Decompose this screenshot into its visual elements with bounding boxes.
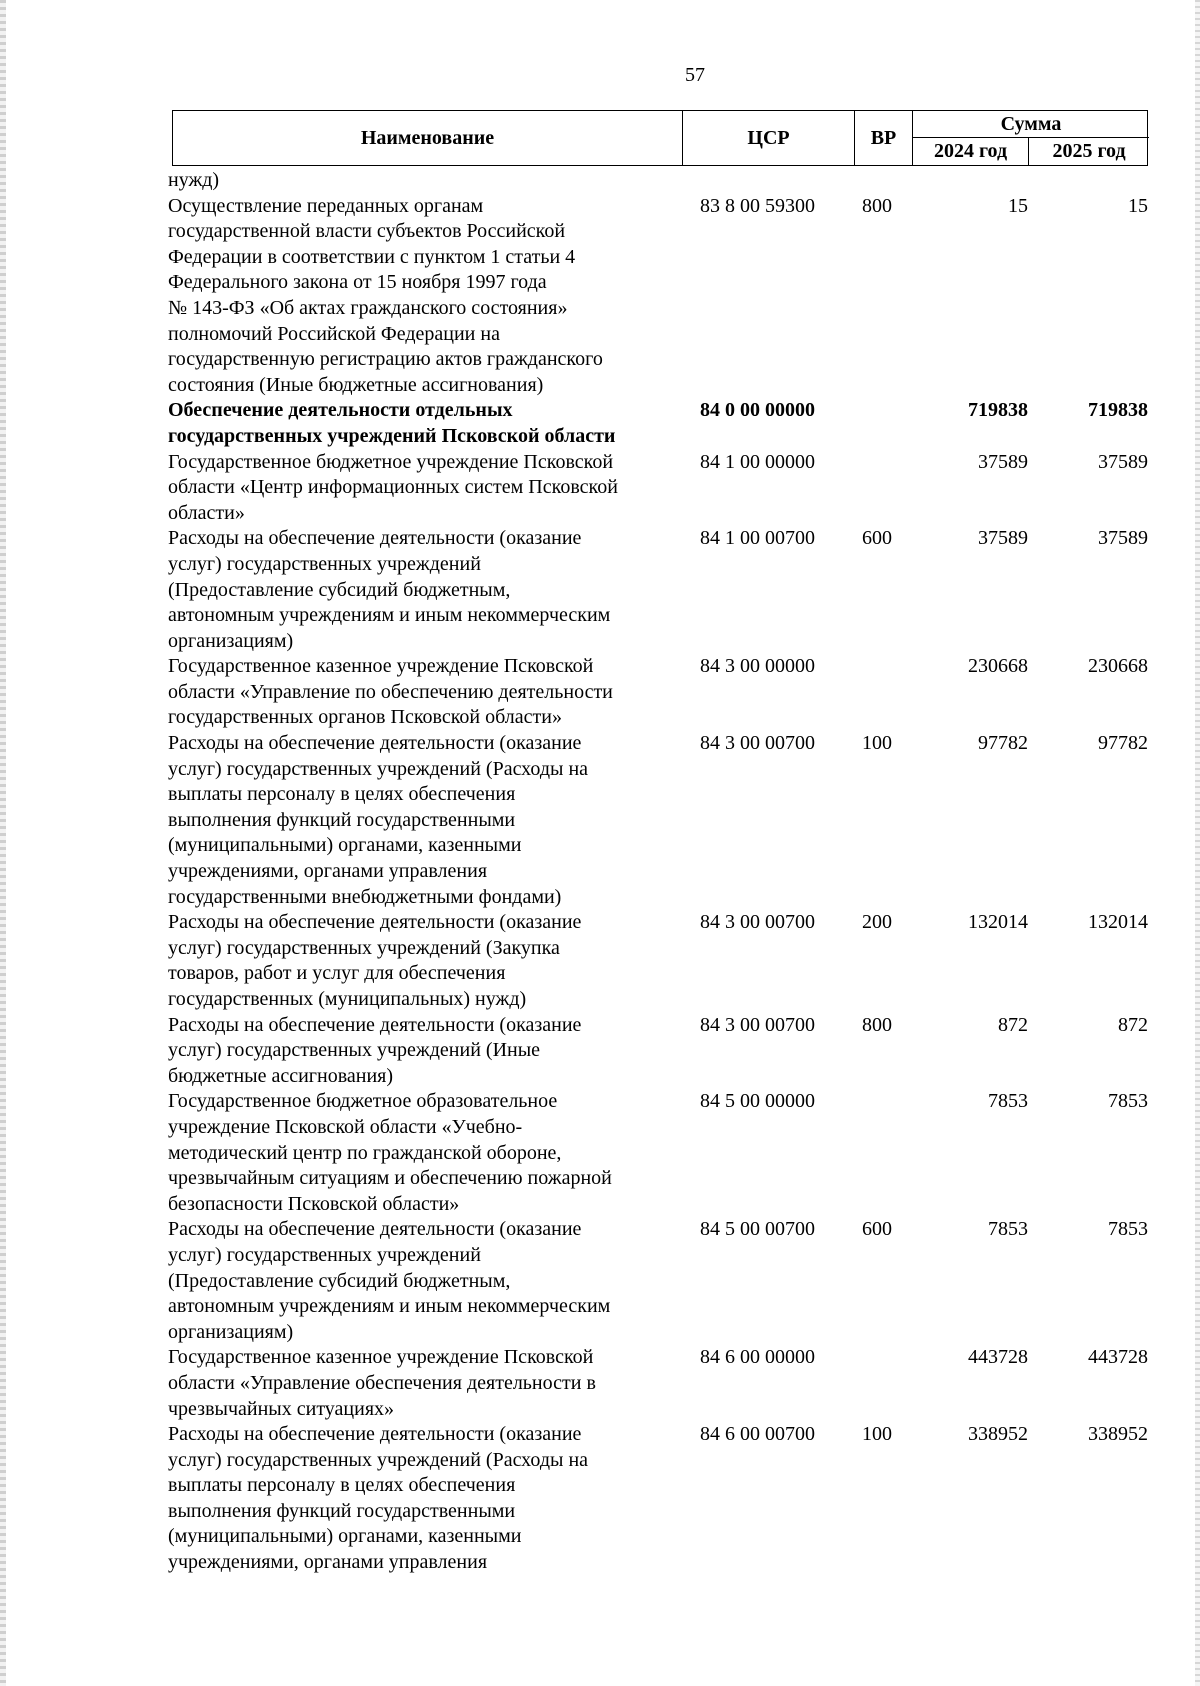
row-sum-2025: 37589 xyxy=(1098,527,1148,550)
row-csr: 84 1 00 00700 xyxy=(700,527,815,550)
row-name-line: Осуществление переданных органам xyxy=(168,194,484,217)
row-sum-2025: 37589 xyxy=(1098,450,1148,473)
table-body xyxy=(168,168,1152,1576)
row-sum-2025: 872 xyxy=(1118,1013,1148,1036)
row-name-line: организациям) xyxy=(168,629,294,652)
row-name-line: выполнения функций государственными xyxy=(168,1499,516,1522)
row-csr: 84 3 00 00700 xyxy=(700,732,815,755)
row-name xyxy=(168,526,678,654)
row-name-line: Расходы на обеспечение деятельности (оказание xyxy=(168,1218,582,1241)
row-name-line: государственных органов Псковской области» xyxy=(168,706,562,729)
row-name-line: услуг) государственных учреждений xyxy=(168,1243,481,1266)
row-vr: 600 xyxy=(862,527,892,550)
table-row xyxy=(168,450,1152,527)
row-sum-2024: 872 xyxy=(998,1013,1028,1036)
row-name-line: чрезвычайным ситуациям и обеспечению пожарной xyxy=(168,1167,612,1190)
row-name-line: № 143-ФЗ «Об актах гражданского состояния» xyxy=(168,296,568,319)
row-name-line: товаров, работ и услуг для обеспечения xyxy=(168,962,506,985)
row-name-line: услуг) государственных учреждений (Расходы на xyxy=(168,757,589,780)
row-name-line: Государственное бюджетное учреждение Псковской xyxy=(168,450,614,473)
row-name-line: полномочий Российской Федерации на xyxy=(168,322,500,345)
row-sum-2024: 37589 xyxy=(978,450,1028,473)
row-name-line: нужд) xyxy=(168,169,220,191)
table-row xyxy=(168,1422,1152,1576)
table-row xyxy=(168,526,1152,654)
row-name-line: государственных (муниципальных) нужд) xyxy=(168,988,527,1010)
table-row xyxy=(168,731,1152,910)
table-row xyxy=(168,1089,1152,1217)
header-year-2025: 2025 год xyxy=(1052,140,1126,162)
row-name xyxy=(168,1089,678,1217)
row-sum-2024: 97782 xyxy=(978,732,1028,755)
row-name-line: Расходы на обеспечение деятельности (оказание xyxy=(168,1013,582,1036)
row-vr: 600 xyxy=(862,1218,892,1241)
row-csr: 84 5 00 00700 xyxy=(700,1218,815,1241)
row-sum-2024: 15 xyxy=(1008,194,1028,217)
row-sum-2024: 443728 xyxy=(968,1346,1028,1369)
row-name-line: выплаты персоналу в целях обеспечения xyxy=(168,783,516,806)
row-name-line: чрезвычайных ситуациях» xyxy=(168,1397,395,1420)
row-name xyxy=(168,1345,678,1422)
row-name xyxy=(168,1217,678,1345)
row-name xyxy=(168,168,678,194)
row-csr: 84 3 00 00700 xyxy=(700,911,815,934)
row-csr: 84 0 00 00000 xyxy=(700,399,815,422)
row-name-line: Расходы на обеспечение деятельности (оказание xyxy=(168,1423,582,1446)
row-name xyxy=(168,654,678,731)
table-row xyxy=(168,194,1152,399)
header-vr: ВР xyxy=(855,111,913,165)
row-name-line: (муниципальными) органами, казенными xyxy=(168,1525,522,1548)
row-name-line: Государственное казенное учреждение Псковской xyxy=(168,1346,594,1369)
row-name xyxy=(168,194,678,399)
row-name-line: Расходы на обеспечение деятельности (оказание xyxy=(168,527,582,550)
row-sum-2025: 7853 xyxy=(1108,1218,1148,1241)
row-vr: 200 xyxy=(862,911,892,934)
row-sum-2024: 37589 xyxy=(978,527,1028,550)
row-name-line: государственной власти субъектов Российской xyxy=(168,220,566,243)
table-row xyxy=(168,654,1152,731)
row-vr: 800 xyxy=(862,194,892,217)
header-name: Наименование xyxy=(173,111,683,165)
table-row xyxy=(168,168,1152,194)
row-name xyxy=(168,398,678,449)
row-name xyxy=(168,1422,678,1576)
row-csr: 84 5 00 00000 xyxy=(700,1090,815,1113)
row-name-line: бюджетные ассигнования) xyxy=(168,1064,394,1087)
row-name-line: Федерации в соответствии с пунктом 1 статьи 4 xyxy=(168,245,576,268)
row-csr: 84 1 00 00000 xyxy=(700,450,815,473)
row-name xyxy=(168,450,678,527)
row-name-line: государственными внебюджетными фондами) xyxy=(168,885,562,908)
row-vr: 100 xyxy=(862,1423,892,1446)
row-name-line: области «Центр информационных систем Псковской xyxy=(168,476,618,499)
row-vr: 100 xyxy=(862,732,892,755)
row-sum-2024: 7853 xyxy=(988,1090,1028,1113)
row-name-line: Расходы на обеспечение деятельности (оказание xyxy=(168,732,582,755)
row-name-line: выплаты персоналу в целях обеспечения xyxy=(168,1474,516,1497)
row-sum-2025: 338952 xyxy=(1088,1423,1148,1446)
row-name-line: организациям) xyxy=(168,1320,294,1343)
row-sum-2025: 15 xyxy=(1128,194,1148,217)
row-name-line: методический центр по гражданской обороне, xyxy=(168,1141,562,1164)
table-row xyxy=(168,910,1152,1012)
table-header xyxy=(172,110,1148,166)
table-row xyxy=(168,1217,1152,1345)
row-csr: 84 6 00 00000 xyxy=(700,1346,815,1369)
header-sum: Сумма xyxy=(913,111,1149,138)
header-year-2024: 2024 год xyxy=(913,138,1029,165)
row-name-line: автономным учреждениям и иным некоммерческим xyxy=(168,604,611,627)
row-name-line: безопасности Псковской области» xyxy=(168,1192,460,1215)
row-name-line: учреждениями, органами управления xyxy=(168,1551,488,1574)
row-name-line: учреждение Псковской области «Учебно- xyxy=(168,1115,523,1138)
row-sum-2024: 338952 xyxy=(968,1423,1028,1446)
row-sum-2025: 97782 xyxy=(1098,732,1148,755)
table-row xyxy=(168,398,1152,449)
row-sum-2025: 230668 xyxy=(1088,655,1148,678)
row-sum-2025: 719838 xyxy=(1088,399,1148,422)
row-name-line: услуг) государственных учреждений xyxy=(168,552,481,575)
row-sum-2024: 719838 xyxy=(968,399,1028,422)
row-name-line: области» xyxy=(168,501,245,524)
row-name-line: выполнения функций государственными xyxy=(168,808,516,831)
row-name-line: Обеспечение деятельности отдельных xyxy=(168,399,513,422)
row-sum-2024: 132014 xyxy=(968,911,1028,934)
row-name-line: (Предоставление субсидий бюджетным, xyxy=(168,578,511,601)
row-name xyxy=(168,1013,678,1090)
row-csr: 84 3 00 00000 xyxy=(700,655,815,678)
row-name-line: Государственное бюджетное образовательное xyxy=(168,1090,558,1113)
scan-edge-right xyxy=(1195,0,1200,1686)
row-sum-2025: 7853 xyxy=(1108,1090,1148,1113)
row-name-line: услуг) государственных учреждений (Закупка xyxy=(168,936,560,959)
row-name-line: автономным учреждениям и иным некоммерческим xyxy=(168,1295,611,1318)
row-name-line: области «Управление по обеспечению деятельности xyxy=(168,680,613,703)
row-sum-2025: 132014 xyxy=(1088,911,1148,934)
row-name-line: (Предоставление субсидий бюджетным, xyxy=(168,1269,511,1292)
scan-edge-left xyxy=(0,0,6,1686)
page-number: 57 xyxy=(685,64,705,86)
row-name-line: услуг) государственных учреждений (Расходы на xyxy=(168,1448,589,1471)
row-name xyxy=(168,731,678,910)
row-csr: 84 6 00 00700 xyxy=(700,1423,815,1446)
row-name xyxy=(168,910,678,1012)
row-sum-2024: 230668 xyxy=(968,655,1028,678)
row-csr: 84 3 00 00700 xyxy=(700,1013,815,1036)
row-sum-2025: 443728 xyxy=(1088,1346,1148,1369)
row-csr: 83 8 00 59300 xyxy=(700,194,815,217)
row-name-line: Государственное казенное учреждение Псковской xyxy=(168,655,594,678)
row-name-line: государственную регистрацию актов гражданского xyxy=(168,348,603,371)
row-name-line: государственных учреждений Псковской области xyxy=(168,424,616,447)
table-row xyxy=(168,1013,1152,1090)
row-name-line: (муниципальными) органами, казенными xyxy=(168,834,522,857)
row-name-line: состояния (Иные бюджетные ассигнования) xyxy=(168,373,544,396)
row-name-line: учреждениями, органами управления xyxy=(168,860,488,883)
table-row xyxy=(168,1345,1152,1422)
row-vr: 800 xyxy=(862,1013,892,1036)
row-name-line: Федерального закона от 15 ноября 1997 года xyxy=(168,271,547,294)
row-name-line: Расходы на обеспечение деятельности (оказание xyxy=(168,911,582,934)
row-name-line: области «Управление обеспечения деятельности в xyxy=(168,1371,596,1394)
row-sum-2024: 7853 xyxy=(988,1218,1028,1241)
header-csr: ЦСР xyxy=(683,111,855,165)
row-name-line: услуг) государственных учреждений (Иные xyxy=(168,1039,541,1062)
